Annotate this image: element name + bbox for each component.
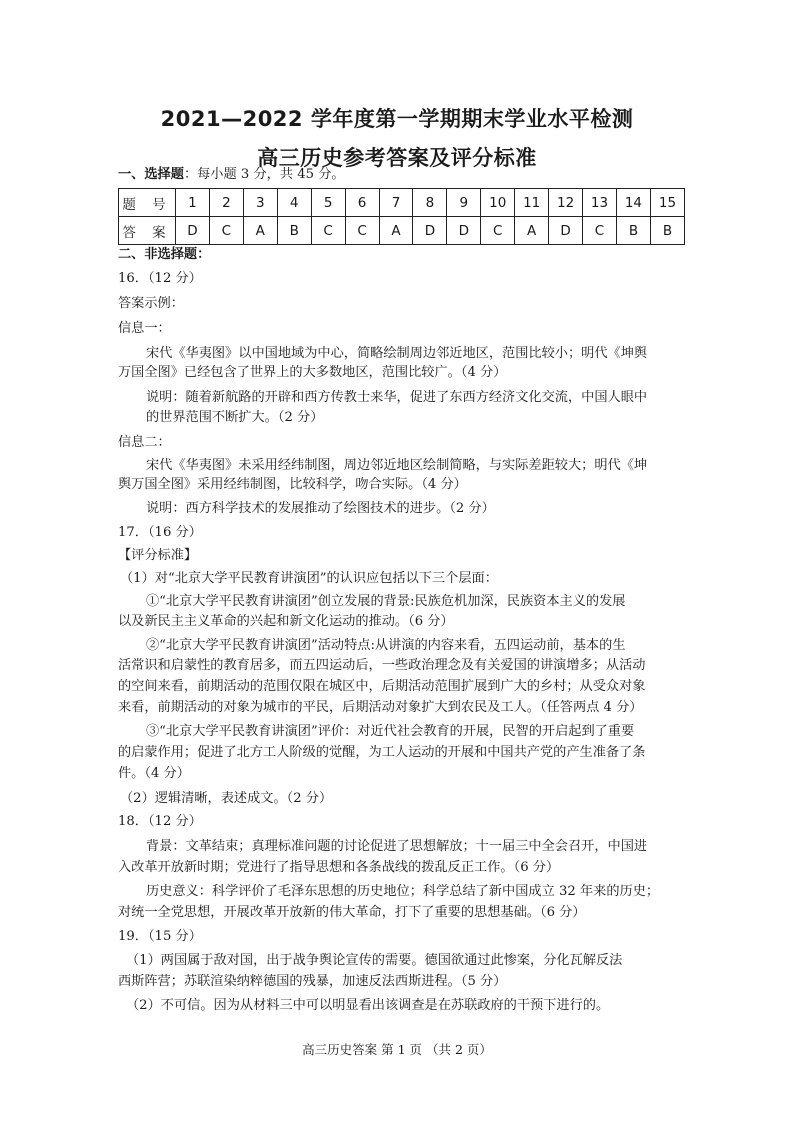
body-line: （1）两国属于敌对国，出于战争舆论宣传的需要。德国欲通过此惨案，分化瓦解反法 <box>126 953 623 968</box>
answer-cell: D <box>447 217 481 245</box>
body-line: 历史意义：科学评价了毛泽东思想的历史地位；科学总结了新中国成立 32 年来的历史； <box>146 884 660 899</box>
q18-heading: 18．（12 分） <box>118 814 202 829</box>
question-number: 12 <box>549 189 583 217</box>
info-two-label: 信息二： <box>118 435 171 450</box>
answer-cell: C <box>481 217 515 245</box>
answer-cell: D <box>549 217 583 245</box>
answer-cell: C <box>583 217 617 245</box>
question-number: 9 <box>447 189 481 217</box>
body-line: 的空间来看，前期活动的范围仅限在城区中，后期活动范围扩展到广大的乡村；从受众对象 <box>118 679 646 694</box>
body-line: 活常识和启蒙性的教育居多，而五四运动后，一些政治理念及有关爱国的讲演增多；从活动 <box>118 658 646 673</box>
q19-heading: 19．（15 分） <box>118 929 202 944</box>
body-line: 入改革开放新时期；党进行了指导思想和各条战线的拨乱反正工作。（6 分） <box>118 860 560 875</box>
body-line: （2）逻辑清晰，表述成文。（2 分） <box>120 791 333 806</box>
info-one-label: 信息一： <box>118 321 171 336</box>
answer-table-row-answers <box>119 217 685 245</box>
question-number: 2 <box>209 189 243 217</box>
title-line-1: 2021—2022 学年度第一学期期末学业水平检测 <box>160 107 634 131</box>
question-number: 7 <box>379 189 413 217</box>
answer-cell: C <box>345 217 379 245</box>
answer-cell: D <box>176 217 210 245</box>
body-line: 来看，前期活动的对象为城市的平民，后期活动对象扩大到农民及工人。（任答两点 4 分） <box>118 700 643 715</box>
title-line-2: 高三历史参考答案及评分标准 <box>257 146 537 170</box>
body-line: ②“北京大学平民教育讲演团”活动特点:从讲演的内容来看，五四运动前，基本的生 <box>146 638 626 653</box>
answer-cell: B <box>650 217 684 245</box>
body-line: 说明：西方科学技术的发展推动了绘图技术的进步。（2 分） <box>146 501 495 516</box>
body-line: 的启蒙作用；促进了北方工人阶级的觉醒，为工人运动的开展和中国共产党的产生准备了条 <box>118 745 646 760</box>
row-label-numbers: 题 号 <box>119 189 176 217</box>
question-number: 1 <box>176 189 210 217</box>
answer-table <box>118 188 685 245</box>
body-line: 说明：随着新航路的开辟和西方传教士来华，促进了东西方经济文化交流，中国人眼中 <box>146 390 648 405</box>
answer-cell: A <box>515 217 549 245</box>
answer-cell: C <box>311 217 345 245</box>
section1-heading-label: 一、选择题 <box>118 167 184 182</box>
body-line: ③“北京大学平民教育讲演团”评价：对近代社会教育的开展，民智的开启起到了重要 <box>146 724 635 739</box>
body-line: （1）对“北京大学平民教育讲演团”的认识应包括以下三个层面： <box>120 571 498 586</box>
question-number: 8 <box>413 189 447 217</box>
answer-cell: A <box>379 217 413 245</box>
body-line: 万国全图》已经包含了世界上的大多数地区，范围比较广。（4 分） <box>118 365 507 380</box>
question-number: 3 <box>243 189 277 217</box>
scoring-criteria-label: 【评分标准】 <box>118 548 198 563</box>
body-line: 西斯阵营；苏联渲染纳粹德国的残暴，加速反法西斯进程。（5 分） <box>118 974 507 989</box>
body-line: （2）不可信。因为从材料三中可以明显看出该调查是在苏联政府的干预下进行的。 <box>126 998 610 1013</box>
body-line: 宋代《华夷图》以中国地域为中心，简略绘制周边邻近地区，范围比较小；明代《坤舆 <box>146 346 648 361</box>
answer-cell: A <box>243 217 277 245</box>
answer-cell: C <box>209 217 243 245</box>
body-line: ①“北京大学平民教育讲演团”创立发展的背景:民族危机加深，民族资本主义的发展 <box>146 594 626 609</box>
answer-cell: D <box>413 217 447 245</box>
section1-heading <box>118 166 688 184</box>
answer-cell: B <box>277 217 311 245</box>
body-line: 对统一全党思想，开展改革开放新的伟大革命，打下了重要的思想基础。（6 分） <box>118 905 586 920</box>
question-number: 10 <box>481 189 515 217</box>
question-number: 4 <box>277 189 311 217</box>
body-line: 宋代《华夷图》未采用经纬制图，周边邻近地区绘制简略，与实际差距较大；明代《坤 <box>146 458 648 473</box>
section2-heading: 二、非选择题： <box>118 247 211 262</box>
answer-table-row-numbers <box>119 189 685 217</box>
question-number: 11 <box>515 189 549 217</box>
question-number: 5 <box>311 189 345 217</box>
body-line: 舆万国全图》采用经纬制图，比较科学，吻合实际。（4 分） <box>118 477 467 492</box>
answer-example-label: 答案示例： <box>118 296 184 311</box>
body-line: 件。（4 分） <box>118 766 190 781</box>
body-line: 的世界范围不断扩大。（2 分） <box>146 410 324 425</box>
body-line: 背景：文革结束；真理标准问题的讨论促进了思想解放；十一届三中全会召开，中国进 <box>146 839 648 854</box>
answer-cell: B <box>616 217 650 245</box>
question-number: 13 <box>583 189 617 217</box>
question-number: 15 <box>650 189 684 217</box>
question-number: 6 <box>345 189 379 217</box>
question-number: 14 <box>616 189 650 217</box>
row-label-answers: 答 案 <box>119 217 176 245</box>
page-footer: 高三历史答案 第 1 页 （共 2 页） <box>302 1042 492 1057</box>
q17-heading: 17．（16 分） <box>118 525 202 540</box>
body-line: 以及新民主主义革命的兴起和新文化运动的推动。（6 分） <box>118 614 454 629</box>
q16-heading: 16．（12 分） <box>118 271 202 286</box>
section1-note: ：每小题 3 分，共 45 分。 <box>183 167 345 182</box>
